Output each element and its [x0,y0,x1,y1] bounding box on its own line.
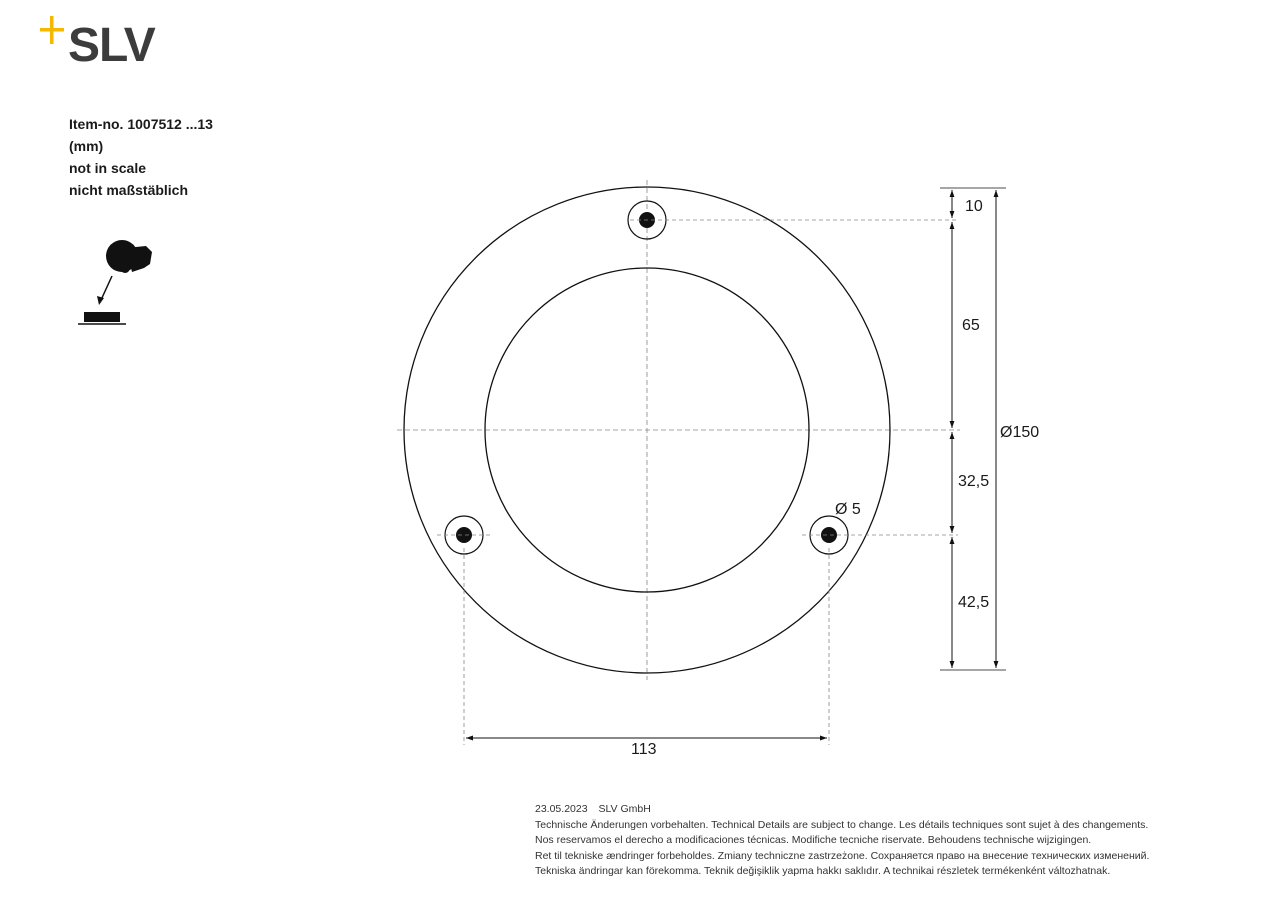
scale-note-en: not in scale [69,160,147,176]
footer-line: Ret til tekniske ændringer forbeholdes. Zmiany techniczne zastrzeżone. Сохраняется право на внесение технических изменений. [535,849,1150,862]
footer-line: Nos reservamos el derecho a modificaciones técnicas. Modifiche tecniche riservate. Behoudens technische wijzigingen. [535,834,1092,846]
item-number: Item-no. 1007512 ...13 [69,116,213,132]
center-lines [397,180,960,680]
footer-disclaimer [535,802,1149,880]
dim-overall-diameter: Ø150 [1000,424,1040,441]
dim-middle-segment: 32,5 [958,473,990,490]
footer-meta [535,802,1149,818]
dim-upper-segment: 65 [962,317,980,334]
footer-company: SLV GmbH [598,803,651,815]
dim-top-offset: 10 [965,198,983,215]
extension-lines [437,220,958,745]
dim-hole-spacing: 113 [631,741,657,758]
footer-line: Technische Änderungen vorbehalten. Technical Details are subject to change. Les détails techniques sont sujet à des changements. [535,818,1149,831]
footer-line: Tekniska ändringar kan förekomma. Teknik değişiklik yapma hakkı saklıdır. A technikai részletek termékenként változhatnak. [535,865,1111,877]
scale-note-de: nicht maßstäblich [69,182,189,198]
footer-date: 23.05.2023 [535,803,588,815]
dim-lower-segment: 42,5 [958,594,990,611]
unit-label: (mm) [69,138,104,154]
logo-wordmark: SLV [68,19,155,72]
dim-hole-diameter: Ø 5 [835,501,861,518]
